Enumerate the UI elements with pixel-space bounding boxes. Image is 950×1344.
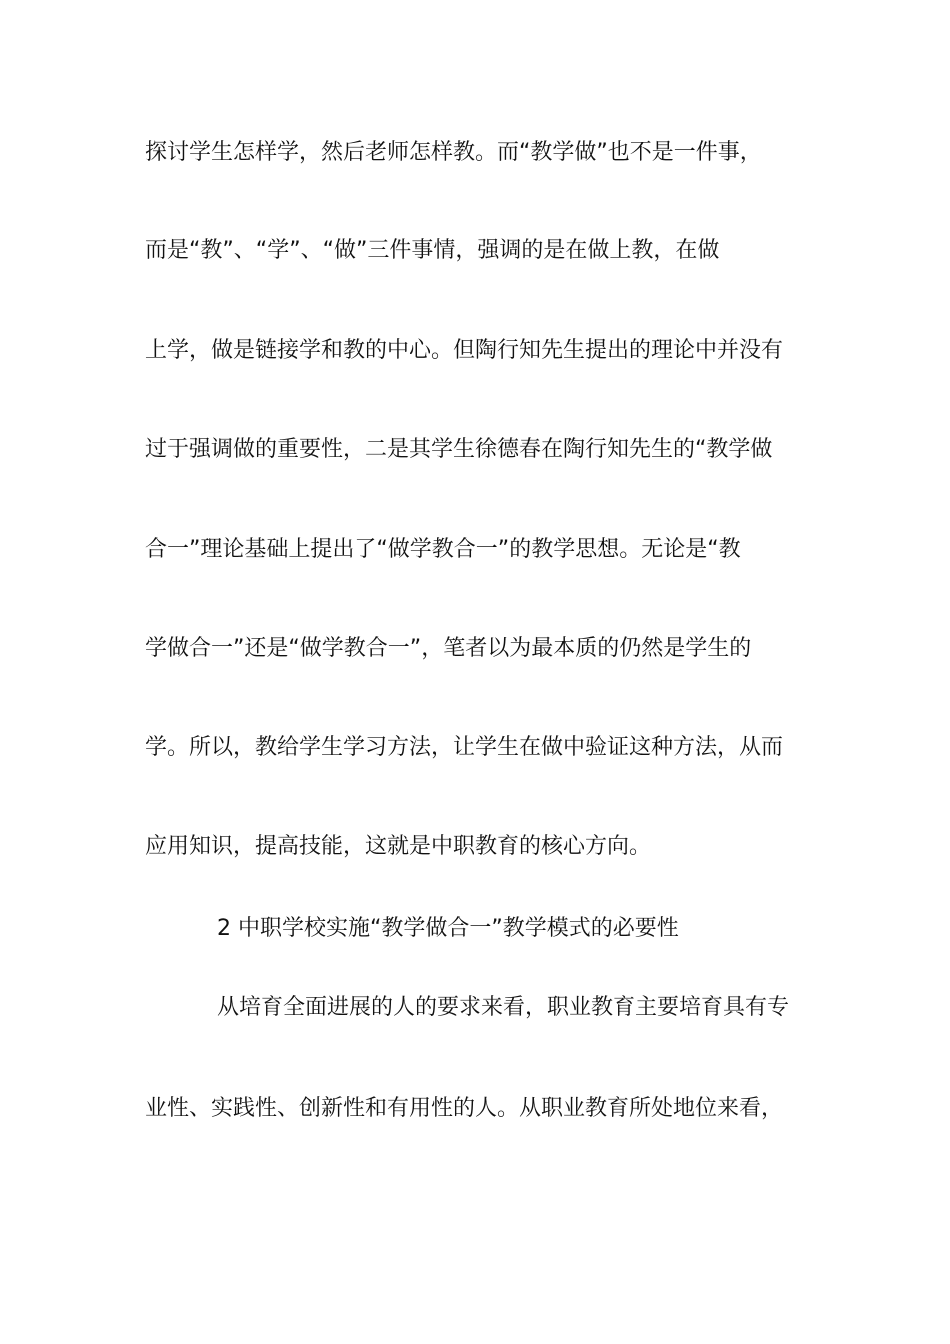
paragraph-line: 业性、实践性、创新性和有用性的人。从职业教育所处地位来看， [145,1096,784,1121]
paragraph-line: 应用知识，提高技能，这就是中职教育的核心方向。 [145,834,652,859]
paragraph-line: 过于强调做的重要性，二是其学生徐德春在陶行知先生的“教学做 [145,437,773,462]
paragraph-line: 上学，做是链接学和教的中心。但陶行知先生提出的理论中并没有 [145,338,784,363]
paragraph-line: 从培育全面进展的人的要求来看，职业教育主要培育具有专 [217,995,790,1020]
paragraph-line: 而是“教”、“学”、“做”三件事情，强调的是在做上教，在做 [145,238,720,263]
paragraph-line: 学做合一”还是“做学教合一”，笔者以为最本质的仍然是学生的 [145,636,752,661]
paragraph-line: 学。所以，教给学生学习方法，让学生在做中验证这种方法，从而 [145,735,784,760]
paragraph-line: 合一”理论基础上提出了“做学教合一”的教学思想。无论是“教 [145,537,741,562]
section-heading: 2 中职学校实施“教学做合一”教学模式的必要性 [217,916,679,941]
paragraph-line: 探讨学生怎样学，然后老师怎样教。而“教学做”也不是一件事， [145,140,762,165]
